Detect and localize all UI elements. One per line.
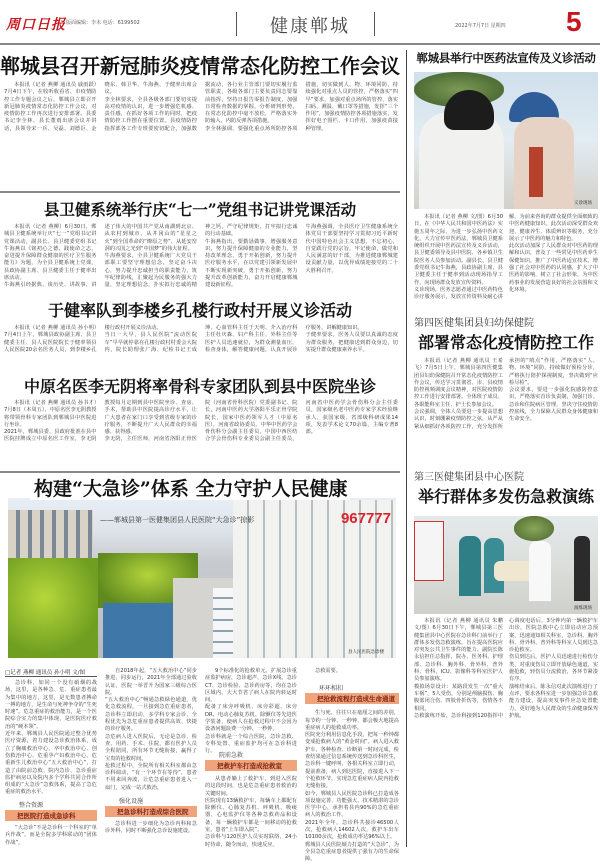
article-body: 本报讯（记者 燕柳 通讯员 孙小明）7月4日上午，郸城县政协副主席、县卫健委主任、县人民医院院长于健率领县人民医院20余名医务人员，到李楼乡孔楼行政村开展义诊活动。 当日一大早，县人民医院“流动医院车”早早就停靠在孔楼行政村村委会大院内，院长助理张广海、纪检书记王成坤、心血管科主任于天明、介入治疗科主任杜庆森、妇产科主任、外科主任等医护人员迅速就位，为群众测量血压、检查身体，解答健康问题，认真开展诊疗服务，讲解健康知识。 于健率要求，医务人员要以真诚的态度为群众服务，把健康送到群众身边，切实提升群众健康素养水平。 xyxy=(4,325,398,353)
section-title: 健康郸城 xyxy=(270,16,350,37)
headline-free-clinic: 于健率队到李楼乡孔楼行政村开展义诊活动 xyxy=(47,301,352,320)
article-body: 本报讯（记者 燕柳 通讯员 戚雨跃）7月4日下午，在收听收看省、市疫情防控工作专题会议之后，郸城县立即召开新冠肺炎疫情常态化防控工作会议，对疫情防控工作再次进行安排部署。县委书记李全林，县长董雨出席会议并讲话，县领导宋一兵、吴磊、刘德臣、金晓东、韩卫华、牛海燕、于健率出席会议。 李全林要求，全县各级各部门要切实提高对疫情的认识，进一步增强危机感、责任感，在抓好各项工作的同时，把疫情防控工作摆在重要位置。县疫情防控指挥部各工作专班要密切配合，加强数据流动，各行业主管部门要切实履行监管职责，各级各部门主要负责同志要靠前指挥，坚持日报告零报告制度，加强日常检查数据的掌握，分析研判形势，在常态化防控中毫不放松，严格落实外防输入、内防反弹各项措施。 李全林强调，要强化重点场所防控各项措施，切实做到人、物、环境同防，持续强化对重点人员的管控，严格落实“四早”要求，加强对重点场所的管控，落实扫码、测温、戴口罩等措施，发挥“三个作用”，加强疫情防控各项措施落实，发挥好电子围栏、卡口作用，加强疫苗接种管理。 xyxy=(4,82,398,132)
headline-emergency-drill: 举行群体多发伤急救演练 xyxy=(417,487,594,506)
article-body: 急诊科进一步细化为急诊内科和急诊外科，同时不断强化急诊设施建设。 xyxy=(105,821,197,835)
section-rule xyxy=(0,191,400,193)
headline-expert-clinic: 中原名医李无阴将率骨科专家团队到县中医院坐诊 xyxy=(23,377,376,396)
subheading-title: 把医院打造成急诊科 xyxy=(5,810,97,821)
drill-photo xyxy=(414,516,598,614)
subheading xyxy=(305,683,399,704)
article-body: 本报讯（记者 燕柳 通讯员 孙书才）7月8日（本周五），中原名医李无阴教授将带领骨科专家团队到郸城县中医院进行坐诊。 2021年，郸城县委、县政府批准在县中医院挂牌成立中原名医工作室，李无阴教授每月定期到县中医院坐诊、查房、手术，帮助县中医院提高诊疗水平，让广大患者在家门口享受到省级专家的诊疗服务，不断提升广大人民群众的幸福感、获得感。 李无阴，主任医师，河南省洛阳正骨医院（河南省骨科医院）党委副书记、院长，河南中医药大学洛阳平乐正骨学院院长，国家中医药领军人才（中原名医），河南省政协委员，中华中医药学会骨伤科分会副主任委员，中国中西医结合学会骨伤科专业委员会副主任委员，河南省中医药学会骨伤科分会主任委员，国家级名老中医药专家学术经验继承人，获国家级、省部级科研成果14项，发表学术论文70余篇，主编专著8部。 xyxy=(4,400,398,443)
subheading-title: 把急诊科打造成综合医院 xyxy=(105,806,197,817)
article-body: 生与死，往往只在毫厘之间的差别，每节约一分钟、一秒钟，都会极大地提高重症病人的抢救成功率。 医院充分利用信息化手段，把每一秒钟都变成抢救病人的“黄金时间”。病人进入救护车，各种检查、诊断第一时间完成，检查结果通过信息系统传送到急诊科医生，急诊科一键呼叫，各相关科室立即行动，提前准备，病人到达医院，直接进入下一个抢救环节，实现急危重症病人院内抢救无缝衔接。 如今，郸城县人民医院急诊科已打造成各项设施完善、功能强大、技术精湛的急诊医学中心，承担着县内90%的急危重症病人的救治工作。 2021年全年，急诊科共接诊46500人次，抢救病人14602人次，救护车出车10100余次，抢救成功率达96%以上。 郸城县人民医院倾力打造的“大急诊”，为全县急危重症患者提供了强有力的生命保障。 xyxy=(305,710,399,863)
article-body: 本报讯（记者 燕柳）6月30日，郸城县卫健系统举行庆“七一”党组书记讲党课活动，副县长、县卫健委党组书记牛海燕以《铭初心之德，践使命之志，奋进提升保障群众健康的医疗卫生服务能力》为题，为全县卫健系统上党课，县政协副主席、县卫健委主任于健率出席活动。 牛海燕引经据典、谈历史、讲故事，讲述了伟大的中国共产党从南湖到北京、从农村到城市、从井冈山的“星星之火”到全国革命的“燎原之势”、从延安窑洞的兴国之光到“中国梦”的伟大征程。 牛海燕要求，全县卫健系统广大党员干部职工要坚守理想信念，坚定奋斗决心，努力提升忠诚担当的职责能力，筑牢纪律防线，汇聚起为民服务的强大力量，坚定理想信念，扑实拟行忠诚的精神之钙，严守纪律规矩，打牢拟行忠诚的行动基础。 牛海燕指出，要勤恳做事，增强服务意识，努力提升保障健康的专业能力，坚持改革理念，勇于开拓创新，努力提升医疗服务水平，在以党建引领新发展中不断实现新突破，勇于开拓创新，努力提升改革创新能力，奋力开启健康郸城建设新征程。 牛海燕强调，全县医疗卫生健康系统全体党员干部要坚持学习贯彻习近平新时代中国特色社会主义思想，不忘初心，自觉践行党的宗旨，牢记使命，做党和人民满意的好干部，为推进健康郸城建设贡献力量，以优异成绩迎接党的二十大胜利召开。 xyxy=(4,224,398,289)
subheading-title: 把抢救流程打造成生命通道 xyxy=(305,693,399,704)
byline: □记者 燕柳 通讯员 孙小明 文/图 xyxy=(5,668,97,677)
photo-caption: 演练现场 xyxy=(574,606,592,611)
subheading-kicker: 院前急救 xyxy=(219,752,244,759)
photo-caption: 县人民医院急诊楼 xyxy=(348,650,384,655)
subheading-kicker: 整合资源 xyxy=(19,802,44,809)
divider xyxy=(236,12,237,36)
editor-info: 版面编辑：李未 电话：6199502 xyxy=(66,20,140,26)
article-body: 急诊科，如同一个没有硝烟的战场，这里，是各种急、危、重症患者最为集中的地方，这里，是无数患者搏命一搏的地方，是生命与死神争夺的“生死时速”。危急重症的救治能力，是一个医院综合实力的集中体现，是医院医疗救治的“硬本领”。 近年来，郸城县人民医院通过整合优势医疗资源，着力建设急诊救治体系，成立了胸痛救治中心、卒中救治中心、创伤救治中心、危重孕产妇救治中心、危重新生儿救治中心“五大救治中心”，打造了由院前急救、院内急诊、急诊重症监护病房以及院内多个学科共同合作所组成的“大急诊”急救体系，提高了急危重症的救治水平。 xyxy=(5,680,97,796)
subheading-kicker: 环环相扣 xyxy=(319,685,344,693)
article-body: 9个标准化的抢救单元，扩展急诊重症监护病房，急诊超声、急诊X线、急诊CT、急诊检验、急诊药房等，均在急诊区域内，大大节省了病人在院内转运时间。 配备了床旁呼吸机、床旁彩超、床旁DR、电动心肺复苏机、除颤仪等先进医学装备，使病人在抢救过程中不会因为设备问题浪费一分钟、一秒钟。 急诊科就是一个综合医院，急诊急救、专科处置、重症监护均可在急诊科进行。 xyxy=(205,668,297,755)
headline-covid-meeting: 郸城县召开新冠肺炎疫情常态化防控工作会议 xyxy=(0,54,400,78)
feature-column-1 xyxy=(5,668,97,847)
article-body: 本报讯（记者 燕柳 文/图）6月30日，在《中华人民共和国中医药法》实施五周年之际，为进一步弘扬中医药文化，大力宣传中医药法，郸城县卫健系统组织开展中医药法宣传及义诊活动，县卫健委领导及县中医院、各乡镇卫生院医务人员参加活动。副县长、县卫健委党组书记牛海燕，县政协副主席、县卫健委主任于健率到活动现场指导工作，向现场群众发放宣传资料。 义诊现场，医务志愿者通过中医药特色诊疗服务展示，发放宣传资料及耐心讲解，为前来咨询的群众提供全面细致的中医药健康知识。此次活动深受群众欢迎，健康养生、体质辨识等服务，充分展示了中医药的魅力和特色。 此次活动加深了人民群众对中医药的理解和认识，普及了一些常见中医药养生保健知识，推广了中医药适宜技术，增强了社会对中医药的认同感，扩大了中医药的影响，树立了社会形象，为中医药事业的发展营造良好的社会氛围和文化环境。 xyxy=(414,214,598,301)
feature-column-4 xyxy=(305,668,399,863)
kicker: 第三医健集团县中心医院 xyxy=(414,472,524,483)
article-body: “大急诊”不是急诊科一个科室的“单兵作战”，而是全院多学科联动的“团体作战”。 xyxy=(5,825,97,846)
section-rule xyxy=(0,471,400,473)
feature-headline: 构建“大急诊”体系 全力守护人民健康 xyxy=(30,478,350,500)
headline-party-lecture: 县卫健系统举行庆“七一”党组书记讲党课活动 xyxy=(43,200,357,219)
photo-caption: 义诊现场 xyxy=(574,201,592,206)
subheading-title: 把救护车打造成抢救室 xyxy=(205,760,297,771)
article-body: 本报讯（记者 燕柳 通讯员 王希飞）7月5日上午，郸城县第四医健集团县妇幼保健院召开常态化疫情防控工作会议，传达学习贯彻省、市、县疫情防控视频调度会议精神，对医院疫情防控工作进行安排部署。全体班子成员、各职能科室主任、护士长参加会议。 会议强调，全体人员要进一步提高思想认识，时刻绷紧疫情防控之弦，从严从紧从细抓好各项防控工作，充分发挥所承担的“哨点”作用，严格落实“人、物、环境”同防，持续做好预检分诊，严格执行陪护探视制度，坚决做到“应检尽检”。 会议要求，要进一步强化院感防控意识，严格落实首诊负责制，加强门诊、急诊和住院病区管理，坚决守住疫情防控底线，全力保障人民群众身体健康和生命安全。 xyxy=(414,358,598,430)
subheading xyxy=(205,750,297,771)
article-body: 急救需要。 xyxy=(315,668,341,674)
feature-column-2 xyxy=(105,668,197,847)
headline-covid-deploy: 部署常态化疫情防控工作 xyxy=(417,333,594,352)
column-divider xyxy=(406,50,407,847)
kicker: 第四医健集团县妇幼保健院 xyxy=(414,318,534,329)
divider xyxy=(374,12,375,36)
feature-subtitle: ——郸城县第一医健集团县人民医院“大急诊”掠影 xyxy=(100,516,255,524)
article-body: 自2018年起，“五大救治中心”同步推进，同步运行，2021年全部通过验收认证，医院一举晋升为国家三级综合医院。 “五大救治中心”畅通急救绿色通道，优化急救流程，一旦接到急危重症患者，急诊科立即启动，多学科专家会诊，全程优先为急危重症患者提供高效、快捷的诊疗服务。 急危病人进入医院后，无论是急诊、检查、用药、手术、住院，都有医护人员全程陪同，所有环节无缝衔接，赢得了宝贵的抢救时间。 抢救过程中，全院所有相关科室都由急诊科调动，“有一个环节在等待”，患者不用来回奔波，让危急重症患者进入一扇门，完成一站式救治。 xyxy=(105,668,197,791)
article-body: 从患者躺上了救护车，到进入医院的这段时间，也是危急重症患者救治的关键时间。 医院现有13辆救护车，每辆车上都配有除颤仪、心肺复苏机、呼吸机、吸痰器、心电监护仪等各种急救药品和设备，每一辆救护车都是一间移动的抢救室，患者“上车即入院”。 急诊科与120医护人员实时联络，24小时待命，随令而动，快速反应。 xyxy=(205,776,297,848)
headline-tcm-law: 郸城县举行中医药法宣传及义诊活动 xyxy=(416,51,596,65)
issue-date: 2022年7月7日 星期四 xyxy=(455,23,506,29)
subheading-kicker: 强化设施 xyxy=(119,798,144,805)
masthead-rule xyxy=(0,43,600,45)
subheading xyxy=(105,796,197,817)
article-body: 本报讯（记者 燕柳 通讯员 朱鹏 文/图）6月30日下午，郸城县第三医健集团县中心医院在急诊科门前举行了群体多发伤急救演练，旨在提高医院应对突发公共卫生事件的能力。副院长陈永信担任总指挥，院办、医务科、护理部、急诊科、胸外科、骨外科、普外科、骨科、ICU、影像科等科室医护人员参加演练。 模拟场景设计：某路段发生一次“重大车祸”，5人受伤，分别是颅脑损伤、胸腹部闭合伤、四肢骨折伤等，伤情各不相同。 急救演练开始，急诊科接到120指挥中心调度电话后，3分钟内第一辆救护车出诊，医院急救中心立即启动应急预案，迅速通知相关科室，急诊科、胸外科、骨外科、普外科等科室人员到达急诊抢救室。 伤员到达后，医护人员迅速进行检伤分类，对重度伤员立即开放绿色通道，实施抢救，轻伤员分流救治，各环节紧凑有序。 演练结束后，陈永信对此次演练进行了点评，要求各科室进一步加强急诊急救能力建设，提高突发事件应急处置能力，更好地为人民群众的生命健康保驾护航。 xyxy=(414,618,598,719)
clinic-photo xyxy=(414,72,598,209)
page-number: 5 xyxy=(566,6,582,37)
feature-column-3 xyxy=(205,668,297,847)
hospital-sign: 967777 xyxy=(340,510,391,527)
newspaper-logo: 周口日报 xyxy=(6,17,66,33)
subheading xyxy=(5,800,97,821)
